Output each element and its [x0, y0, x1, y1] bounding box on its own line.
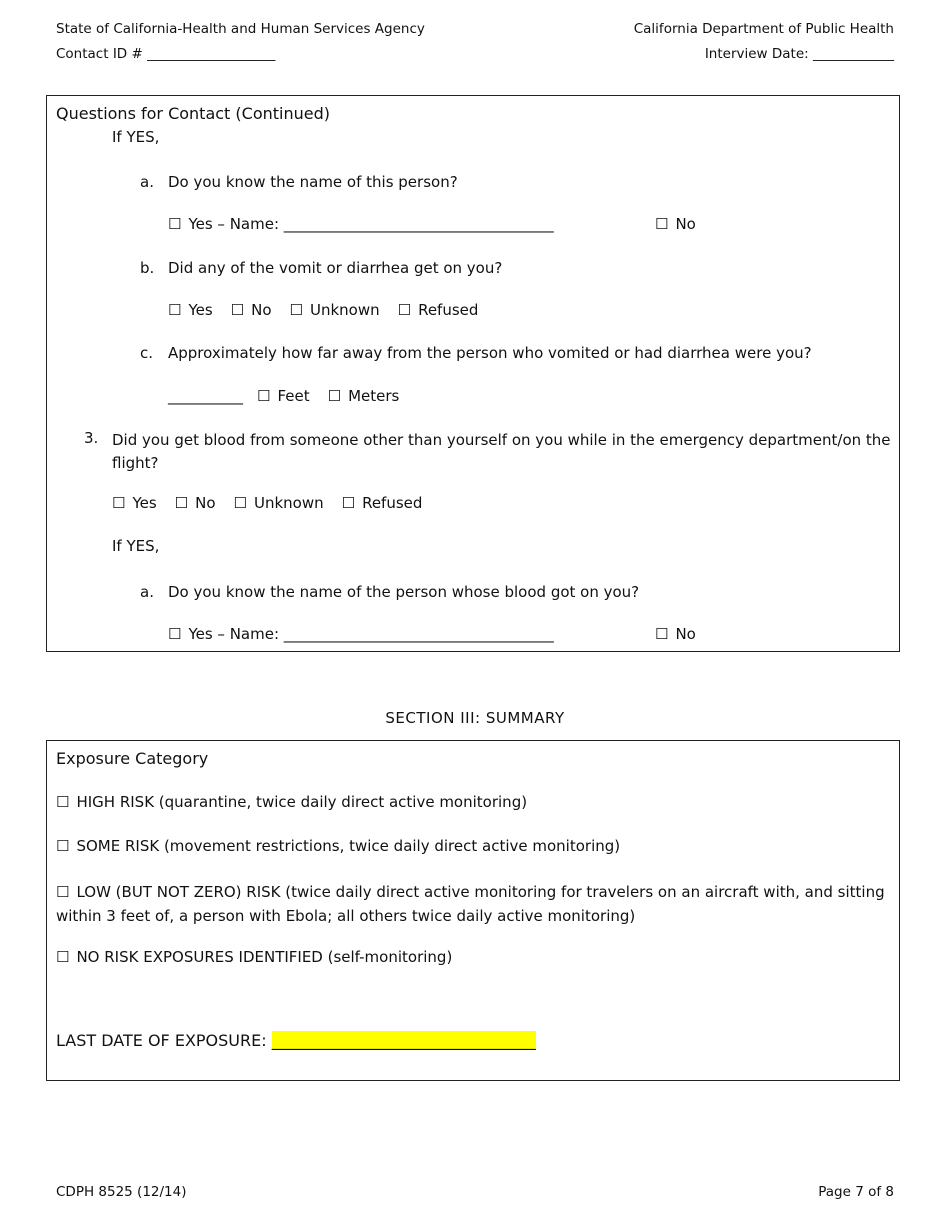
option-label: Unknown [309, 301, 380, 319]
question-c-text: Approximately how far away from the person who vomited or had diarrhea were you? [168, 344, 812, 362]
question-3a-no-label: No [675, 625, 696, 643]
option-feet[interactable] [257, 387, 310, 405]
contact-id-field[interactable]: Contact ID # ___________________ [56, 46, 276, 62]
agency-name: State of California-Health and Human Services Agency [56, 21, 425, 37]
high-risk-option[interactable] [56, 793, 527, 811]
checkbox-icon[interactable]: ☐ [168, 215, 182, 233]
some-risk-option[interactable] [56, 837, 620, 855]
question-b-text: Did any of the vomit or diarrhea get on you? [168, 259, 503, 277]
checkbox-icon[interactable]: ☐ [230, 301, 245, 319]
option-yes[interactable] [168, 301, 213, 319]
no-risk-option[interactable] [56, 948, 452, 966]
option-refused[interactable] [398, 301, 479, 319]
checkbox-icon[interactable]: ☐ [168, 625, 182, 643]
question-c-options [168, 387, 417, 405]
low-risk-label: LOW (BUT NOT ZERO) RISK (twice daily direct active monitoring for travelers on an aircraft with, and sitting within 3 feet of, a person with Ebola; all others twice daily active monitoring) [56, 883, 885, 925]
checkbox-icon[interactable]: ☐ [168, 301, 182, 319]
checkbox-icon[interactable]: ☐ [112, 494, 126, 512]
question-a-number: a. [140, 173, 154, 191]
question-b-options [168, 301, 496, 319]
page-number: Page 7 of 8 [818, 1184, 894, 1200]
checkbox-icon[interactable]: ☐ [56, 837, 70, 855]
question-3a-yes-option[interactable] [168, 625, 554, 643]
form-id: CDPH 8525 (12/14) [56, 1184, 187, 1200]
question-3a-yes-label: Yes – Name: ____________________________________ [188, 625, 554, 643]
checkbox-icon[interactable]: ☐ [174, 494, 189, 512]
high-risk-label: HIGH RISK (quarantine, twice daily direct active monitoring) [76, 793, 528, 811]
checkbox-icon[interactable]: ☐ [56, 793, 70, 811]
checkbox-icon[interactable]: ☐ [397, 301, 412, 319]
checkbox-icon[interactable]: ☐ [655, 215, 669, 233]
option-no[interactable] [175, 494, 216, 512]
checkbox-icon[interactable]: ☐ [233, 494, 247, 512]
question-a-no-option[interactable] [655, 215, 696, 233]
some-risk-label: SOME RISK (movement restrictions, twice daily direct active monitoring) [76, 837, 621, 855]
checkbox-icon[interactable]: ☐ [655, 625, 669, 643]
option-label: No [195, 494, 216, 512]
question-a-no-label: No [675, 215, 696, 233]
option-label: Unknown [253, 494, 324, 512]
last-date-label: LAST DATE OF EXPOSURE: [56, 1031, 267, 1050]
option-label: Feet [277, 387, 310, 405]
option-label: Yes [132, 494, 157, 512]
low-risk-option[interactable] [56, 880, 886, 928]
question-3-options [112, 494, 440, 512]
option-label: No [251, 301, 272, 319]
department-name: California Department of Public Health [633, 21, 894, 37]
question-c-number: c. [140, 344, 154, 362]
interview-date-field[interactable]: Interview Date: ____________ [704, 46, 894, 62]
checkbox-icon[interactable]: ☐ [56, 948, 70, 966]
option-label: Meters [348, 387, 400, 405]
last-date-row [56, 1031, 536, 1050]
question-b-number: b. [140, 259, 155, 277]
question-a-yes-option[interactable] [168, 215, 554, 233]
option-label: Refused [418, 301, 479, 319]
question-a-text: Do you know the name of this person? [168, 173, 458, 191]
question-3a-no-option[interactable] [655, 625, 696, 643]
option-unknown[interactable] [290, 301, 380, 319]
questions-title: Questions for Contact (Continued) [56, 104, 330, 123]
question-a-yes-label: Yes – Name: ____________________________________ [188, 215, 554, 233]
if-yes-label: If YES, [112, 128, 160, 146]
checkbox-icon[interactable]: ☐ [56, 883, 70, 901]
no-risk-label: NO RISK EXPOSURES IDENTIFIED (self-monitoring) [76, 948, 453, 966]
if-yes-label: If YES, [112, 537, 160, 555]
option-label: Yes [188, 301, 213, 319]
distance-input[interactable]: __________ [168, 387, 243, 405]
last-date-input[interactable]: _________________________________ [271, 1031, 536, 1050]
question-3-number: 3. [84, 429, 99, 447]
checkbox-icon[interactable]: ☐ [341, 494, 356, 512]
checkbox-icon[interactable]: ☐ [257, 387, 271, 405]
option-label: Refused [362, 494, 423, 512]
checkbox-icon[interactable]: ☐ [289, 301, 303, 319]
option-no[interactable] [231, 301, 272, 319]
checkbox-icon[interactable]: ☐ [327, 387, 342, 405]
exposure-category-title: Exposure Category [56, 749, 209, 768]
question-3-text: Did you get blood from someone other than yourself on you while in the emergency department/on the flight? [112, 431, 891, 472]
option-yes[interactable] [112, 494, 157, 512]
option-unknown[interactable] [234, 494, 324, 512]
question-3a-text: Do you know the name of the person whose blood got on you? [168, 583, 640, 601]
option-refused[interactable] [342, 494, 423, 512]
question-3a-number: a. [140, 583, 154, 601]
section-title: SECTION III: SUMMARY [385, 709, 565, 727]
option-meters[interactable] [328, 387, 400, 405]
